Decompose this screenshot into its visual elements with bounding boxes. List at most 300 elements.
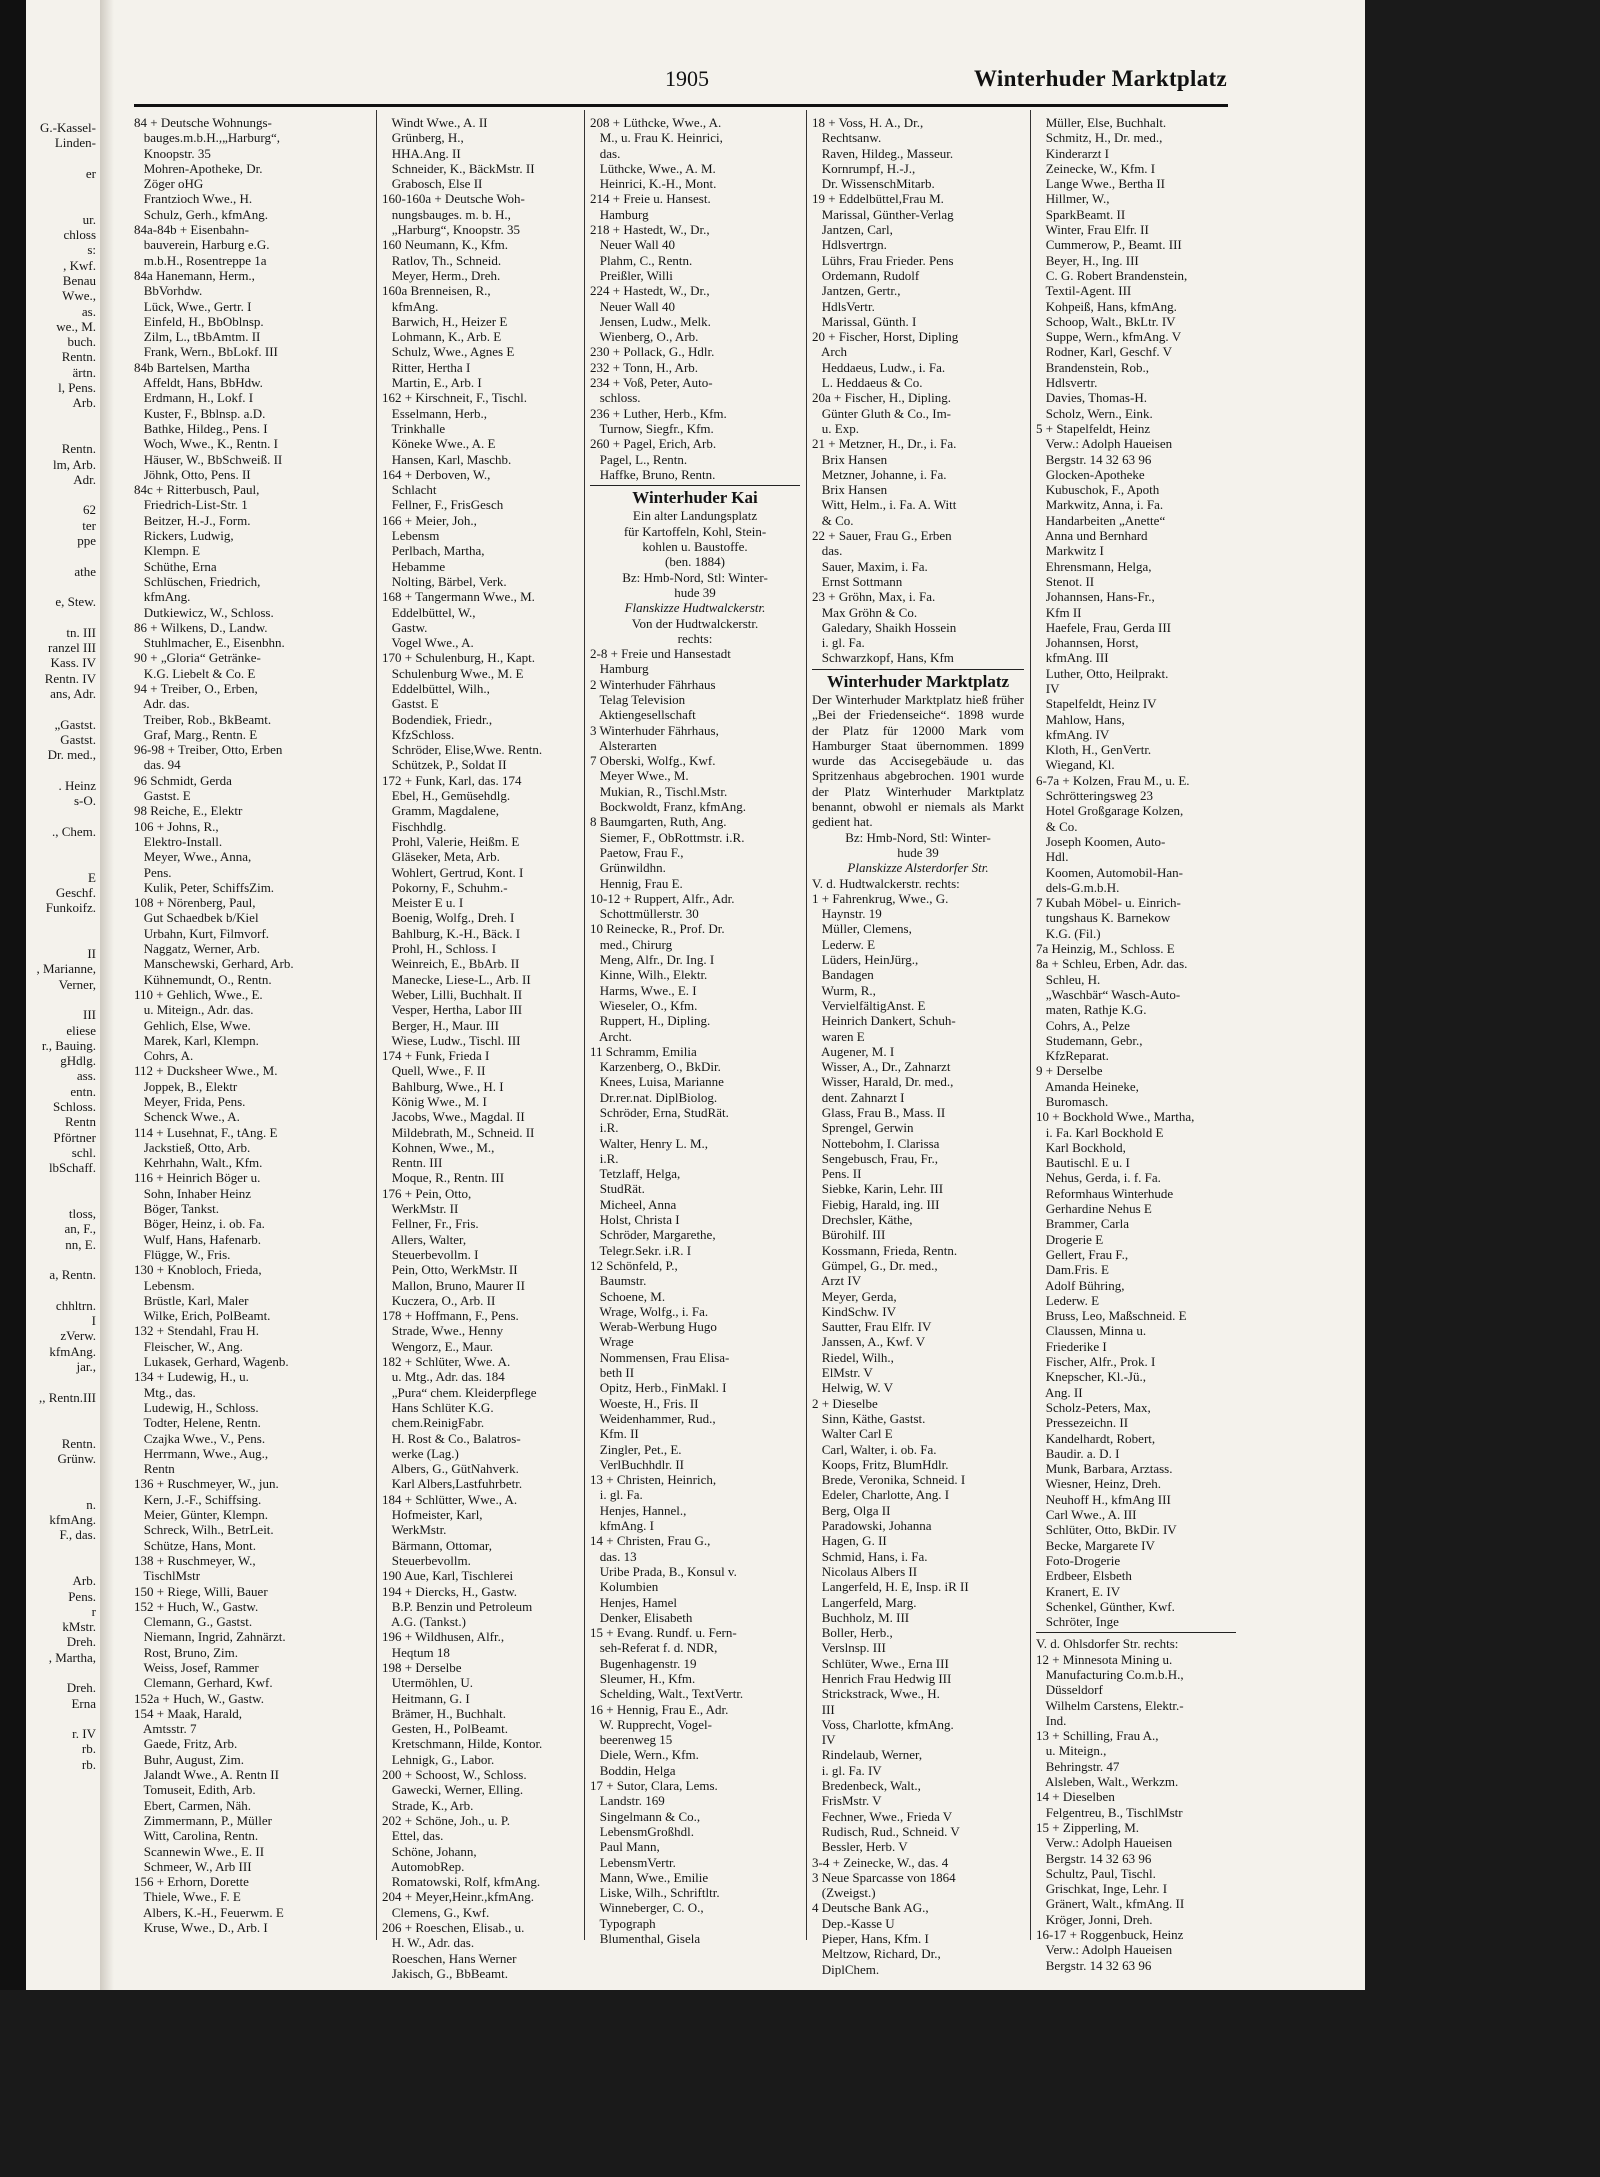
directory-entry: Schoene, M.: [590, 1288, 666, 1304]
directory-entry: Hillmer, W.,: [1036, 191, 1110, 207]
directory-entry: 10-12 + Ruppert, Alfr., Adr.: [590, 890, 735, 906]
directory-entry: i. gl. Fa. IV: [812, 1762, 882, 1778]
directory-entry: waren E: [812, 1028, 865, 1044]
directory-entry: Handarbeiten „Anette“: [1036, 512, 1166, 528]
directory-entry: WerkMstr. II: [382, 1201, 459, 1217]
fragment-line: , Marianne,: [36, 961, 96, 977]
section-rule: [1036, 1632, 1236, 1633]
directory-entry: Prohl, H., Schloss. I: [382, 941, 497, 957]
fragment-line: ur.: [82, 211, 96, 227]
directory-entry: Hofmeister, Karl,: [382, 1507, 483, 1523]
directory-entry: Felgentreu, B., TischlMstr: [1036, 1804, 1183, 1820]
fragment-line: G.-Kassel-: [40, 120, 96, 135]
directory-entry: Pieper, Hans, Kfm. I: [812, 1931, 929, 1947]
fragment-line: [0, 181, 96, 196]
fragment-line: III: [83, 1007, 96, 1023]
directory-entry: Telegr.Sekr. i.R. I: [590, 1242, 692, 1258]
directory-entry: Affeldt, Hans, BbHdw.: [134, 375, 263, 391]
fragment-line: ranzel III: [48, 640, 96, 656]
directory-entry: Ruppert, H., Dipling.: [590, 1013, 711, 1029]
directory-entry: Hagen, G. II: [812, 1533, 887, 1549]
directory-entry: Rudisch, Rud., Schneid. V: [812, 1823, 960, 1839]
directory-entry: Schrötteringsweg 23: [1036, 788, 1153, 804]
directory-entry: Bergstr. 14 32 63 96: [1036, 1957, 1152, 1973]
directory-entry: Pein, Otto, WerkMstr. II: [382, 1262, 518, 1278]
directory-entry: Marissal, Günther-Verlag: [812, 206, 954, 222]
directory-entry: Romatowski, Rolf, kfmAng.: [382, 1874, 541, 1890]
directory-entry: & Co.: [812, 512, 854, 528]
fragment-line: [0, 931, 96, 946]
fragment-line: ter: [82, 517, 96, 533]
directory-entry: bauges.m.b.H.,„Harburg“,: [134, 130, 280, 146]
directory-entry: Mukian, R., Tischl.Mstr.: [590, 783, 728, 799]
directory-entry: Baudir. a. D. I: [1036, 1445, 1120, 1461]
fragment-line: er: [85, 165, 96, 181]
directory-entry: Markwitz I: [1036, 543, 1104, 559]
directory-entry: ElMstr. V: [812, 1365, 873, 1381]
directory-entry: 86 + Wilkens, D., Landw.: [134, 619, 268, 635]
column-divider: [376, 110, 377, 1940]
directory-entry: 138 + Ruschmeyer, W.,: [134, 1552, 256, 1568]
directory-entry: Weber, Lilli, Buchhalt. II: [382, 986, 523, 1002]
directory-entry: Schütze, Hans, Mont.: [134, 1537, 257, 1553]
directory-entry: Archt.: [590, 1028, 632, 1044]
directory-entry: Jakisch, G., BbBeamt.: [382, 1965, 509, 1981]
directory-entry: Ehrensmann, Helga,: [1036, 558, 1152, 574]
directory-entry: Schwarzkopf, Hans, Kfm: [812, 650, 954, 666]
directory-entry: Nolting, Bärbel, Verk.: [382, 573, 507, 589]
directory-entry: Markwitz, Anna, i. Fa.: [1036, 497, 1164, 513]
fragment-line: kfmAng.: [49, 1512, 96, 1528]
directory-entry: Siebke, Karin, Lehr. III: [812, 1181, 944, 1197]
directory-entry: 84b Bartelsen, Martha: [134, 359, 250, 375]
directory-entry: Weidenhammer, Rud.,: [590, 1410, 716, 1426]
fragment-line: Benau: [62, 272, 96, 288]
directory-entry: Woch, Wwe., K., Rentn. I: [134, 436, 278, 452]
directory-entry: Häuser, W., BbSchweiß. II: [134, 451, 283, 467]
directory-entry: Pens. II: [812, 1166, 862, 1182]
directory-entry: Edeler, Charlotte, Ang. I: [812, 1487, 950, 1503]
directory-entry: 12 + Minnesota Mining u.: [1036, 1651, 1173, 1667]
directory-entry: Winter, Frau Elfr. II: [1036, 222, 1149, 238]
directory-entry: IV: [1036, 680, 1060, 696]
directory-entry: Wilhelm Carstens, Elektr.-: [1036, 1697, 1184, 1713]
directory-entry: Gränert, Walt., kfmAng. II: [1036, 1896, 1185, 1912]
directory-entry: Hdlsvertrgn.: [812, 237, 887, 253]
directory-entry: 3 Neue Sparcasse von 1864: [812, 1869, 956, 1885]
directory-entry: Munk, Barbara, Arztass.: [1036, 1461, 1173, 1477]
directory-entry: Frank, Wern., BbLokf. III: [134, 344, 278, 360]
directory-entry: Henjes, Hamel: [590, 1594, 678, 1610]
directory-entry: Albers, G., GütNahverk.: [382, 1461, 519, 1477]
directory-entry: i.R.: [590, 1150, 619, 1166]
directory-entry: 176 + Pein, Otto,: [382, 1185, 472, 1201]
directory-entry: Telag Television: [590, 691, 686, 707]
directory-entry: Strade, K., Arb.: [382, 1797, 474, 1813]
directory-entry: Joseph Koomen, Auto-: [1036, 833, 1166, 849]
fragment-line: r. IV: [72, 1726, 96, 1742]
directory-entry: 160 Neumann, K., Kfm.: [382, 237, 509, 253]
directory-entry: Tetzlaff, Helga,: [590, 1166, 681, 1182]
directory-entry: 2 + Dieselbe: [812, 1395, 878, 1411]
directory-entry: Karl Bockhold,: [1036, 1139, 1126, 1155]
fragment-line: Erna: [71, 1695, 96, 1711]
directory-entry: Berger, H., Maur. III: [382, 1017, 499, 1033]
fragment-line: tloss,: [68, 1206, 96, 1222]
directory-entry: Eddelbüttel, Wilh.,: [382, 680, 490, 696]
directory-entry: Lührs, Frau Frieder. Pens: [812, 252, 954, 268]
directory-entry: TischlMstr: [134, 1568, 201, 1584]
directory-entry: Mahlow, Hans,: [1036, 711, 1125, 727]
directory-entry: 174 + Funk, Frieda I: [382, 1048, 490, 1064]
directory-entry: Lange Wwe., Bertha II: [1036, 176, 1165, 192]
fragment-line: [0, 1405, 96, 1420]
fragment-line: Wwe.,: [62, 288, 96, 304]
directory-entry: Müller, Else, Buchhalt.: [1036, 115, 1167, 130]
directory-entry: Lüthcke, Wwe., A. M.: [590, 160, 716, 176]
fragment-line: Funkoifz.: [45, 900, 96, 916]
fragment-line: Arb.: [72, 1573, 96, 1589]
directory-entry: Heqtum 18: [382, 1644, 450, 1660]
directory-entry: Kern, J.-F., Schiffsing.: [134, 1491, 262, 1507]
directory-entry: Sleumer, H., Kfm.: [590, 1670, 696, 1686]
directory-entry: Heinrici, K.-H., Mont.: [590, 176, 717, 192]
fragment-line: as.: [81, 303, 96, 319]
directory-entry: Mohren-Apotheke, Dr.: [134, 160, 263, 176]
directory-entry: 114 + Lusehnat, F., tAng. E: [134, 1124, 278, 1140]
directory-entry: 112 + Ducksheer Wwe., M.: [134, 1063, 278, 1079]
fragment-line: buch.: [67, 334, 96, 350]
directory-entry: Strade, Wwe., Henny: [382, 1323, 504, 1339]
directory-entry: Nommensen, Frau Elisa-: [590, 1349, 730, 1365]
directory-entry: Aktiengesellschaft: [590, 707, 696, 723]
directory-entry: Kuster, F., Bblnsp. a.D.: [134, 405, 266, 421]
directory-entry: Fischer, Alfr., Prok. I: [1036, 1354, 1156, 1370]
directory-entry: Schulz, Wwe., Agnes E: [382, 344, 515, 360]
directory-entry: 1 + Fahrenkrug, Wwe., G.: [812, 890, 949, 906]
directory-entry: Metzner, Johanne, i. Fa.: [812, 466, 947, 482]
directory-entry: Kohpeiß, Hans, kfmAng.: [1036, 298, 1177, 314]
directory-entry: 230 + Pollack, G., Hdlr.: [590, 344, 715, 360]
directory-entry: Witt, Helm., i. Fa. A. Witt: [812, 497, 957, 513]
directory-entry: Ernst Sottmann: [812, 573, 903, 589]
directory-entry: „Harburg“, Knoopstr. 35: [382, 222, 521, 238]
directory-entry: Meyer, Gerda,: [812, 1288, 897, 1304]
directory-entry: Boddin, Helga: [590, 1762, 676, 1778]
directory-entry: Bautischl. E u. I: [1036, 1155, 1130, 1171]
street-note: Ein alter Landungsplatz: [632, 508, 758, 524]
directory-entry: Allers, Walter,: [382, 1231, 467, 1247]
fragment-line: Rentn. IV: [44, 670, 96, 686]
directory-entry: Cummerow, P., Beamt. III: [1036, 237, 1182, 253]
directory-entry: Bessler, Herb. V: [812, 1839, 908, 1855]
directory-entry: Kühnemundt, O., Rentn.: [134, 971, 272, 987]
directory-entry: 7 Kubah Möbel- u. Einrich-: [1036, 895, 1181, 911]
fragment-line: Rentn.: [61, 1435, 96, 1451]
directory-entry: Frantzioch Wwe., H.: [134, 191, 253, 207]
fragment-line: I: [91, 1313, 96, 1329]
directory-entry: 260 + Pagel, Erich, Arb.: [590, 436, 717, 452]
fragment-line: nn, E.: [65, 1236, 96, 1252]
fragment-line: Geschf.: [55, 884, 96, 900]
directory-entry: 23 + Gröhn, Max, i. Fa.: [812, 589, 936, 605]
section-rule: [812, 669, 1024, 670]
directory-entry: Lehnigk, G., Labor.: [382, 1751, 495, 1767]
directory-entry: 116 + Heinrich Böger u.: [134, 1170, 261, 1186]
header-rule: [134, 104, 1228, 107]
directory-entry: 214 + Freie u. Hansest.: [590, 191, 711, 207]
directory-entry: 232 + Tonn, H., Arb.: [590, 359, 699, 375]
directory-entry: Manschewski, Gerhard, Arb.: [134, 956, 294, 972]
directory-entry: Kandelhardt, Robert,: [1036, 1430, 1156, 1446]
fragment-line: eliese: [66, 1022, 96, 1038]
directory-entry: Meister E u. I: [382, 895, 464, 911]
directory-entry: Studemann, Gebr.,: [1036, 1032, 1143, 1048]
directory-entry: Bruss, Leo, Maßschneid. E: [1036, 1308, 1187, 1324]
directory-entry: Schlüter, Wwe., Erna III: [812, 1655, 949, 1671]
fragment-line: ass.: [76, 1068, 96, 1084]
directory-entry: Hotel Großgarage Kolzen,: [1036, 803, 1184, 819]
directory-entry: 2 Winterhuder Fährhaus: [590, 676, 716, 692]
fragment-line: Rentn.: [61, 349, 96, 365]
directory-entry: 190 Aue, Karl, Tischlerei: [382, 1568, 514, 1584]
directory-entry: Schröder, Elise,Wwe. Rentn.: [382, 742, 543, 758]
directory-entry: HHA.Ang. II: [382, 145, 461, 161]
directory-entry: König Wwe., M. I: [382, 1094, 487, 1109]
fragment-line: [0, 992, 96, 1007]
directory-entry: Hebamme: [382, 558, 446, 574]
directory-entry: 150 + Riege, Willi, Bauer: [134, 1583, 268, 1599]
directory-entry: 234 + Voß, Peter, Auto-: [590, 375, 713, 391]
directory-entry: Pressezeichn. II: [1036, 1415, 1129, 1431]
fragment-line: „Gastst.: [54, 716, 96, 732]
directory-entry: Plahm, C., Rentn.: [590, 252, 693, 268]
directory-entry: Flügge, W., Fris.: [134, 1246, 231, 1262]
fragment-line: , Kwf.: [63, 257, 96, 273]
fragment-line: we., M.: [56, 318, 96, 334]
fragment-line: [0, 1466, 96, 1481]
directory-entry: Baumstr.: [590, 1273, 647, 1289]
directory-entry: Schneider, K., BäckMstr. II: [382, 160, 535, 176]
directory-entry: Fellner, F., FrisGesch: [382, 497, 504, 513]
directory-entry: Verw.: Adolph Haueisen: [1036, 1835, 1173, 1851]
directory-entry: Zeinecke, W., Kfm. I: [1036, 160, 1156, 176]
directory-entry: KfzReparat.: [1036, 1048, 1109, 1064]
directory-entry: Paetow, Frau F.,: [590, 844, 684, 860]
directory-entry: 204 + Meyer,Heinr.,kfmAng.: [382, 1889, 534, 1905]
directory-entry: Galedary, Shaikh Hossein: [812, 619, 957, 635]
directory-entry: Berg, Olga II: [812, 1502, 891, 1518]
directory-entry: Marek, Karl, Klempn.: [134, 1032, 259, 1048]
directory-entry: Brüstle, Karl, Maler: [134, 1292, 249, 1308]
directory-entry: 10 Reinecke, R., Prof. Dr.: [590, 921, 725, 937]
directory-entry: Drogerie E: [1036, 1231, 1104, 1247]
directory-entry: Becke, Margarete IV: [1036, 1537, 1155, 1553]
directory-entry: DiplChem.: [812, 1961, 880, 1977]
fragment-line: [0, 1283, 96, 1298]
directory-entry: Haffke, Bruno, Rentn.: [590, 466, 716, 482]
directory-entry: Kruse, Wwe., D., Arb. I: [134, 1920, 268, 1936]
directory-entry: Kubuschok, F., Apoth: [1036, 482, 1160, 498]
directory-entry: Fechner, Wwe., Frieda V: [812, 1808, 953, 1824]
directory-entry: Bergstr. 14 32 63 96: [1036, 451, 1152, 467]
fragment-line: Pförtner: [53, 1129, 96, 1145]
fragment-line: [0, 915, 96, 930]
directory-entry: Wieseler, O., Kfm.: [590, 997, 698, 1013]
directory-entry: 84 + Deutsche Wohnungs-: [134, 115, 272, 130]
directory-entry: Fischhdlg.: [382, 818, 447, 834]
directory-entry: 136 + Ruschmeyer, W., jun.: [134, 1476, 279, 1492]
directory-entry: Perlbach, Martha,: [382, 543, 485, 559]
directory-entry: Ebel, H., Gemüsehdlg.: [382, 788, 511, 804]
directory-entry: Wengorz, E., Maur.: [382, 1338, 493, 1354]
directory-entry: Helwig, W. V: [812, 1380, 894, 1396]
street-note: Bz: Hmb-Nord, Stl: Winter-: [845, 829, 991, 845]
street-note: Von der Hudtwalckerstr.: [631, 615, 759, 631]
directory-entry: 198 + Derselbe: [382, 1659, 462, 1675]
directory-entry: 15 + Zipperling, M.: [1036, 1819, 1140, 1835]
directory-entry: Gramm, Magdalene,: [382, 803, 499, 819]
directory-entry: L. Heddaeus & Co.: [812, 375, 923, 391]
directory-entry: Diele, Wern., Kfm.: [590, 1747, 699, 1763]
directory-entry: Graf, Marg., Rentn. E: [134, 726, 258, 742]
directory-entry: Lebensm.: [134, 1277, 195, 1293]
directory-entry: Friedrich-List-Str. 1: [134, 497, 248, 513]
directory-entry: Boller, Herb.,: [812, 1625, 893, 1641]
directory-entry: Carl Wwe., A. III: [1036, 1507, 1137, 1523]
directory-entry: Paul Mann,: [590, 1839, 660, 1855]
directory-entry: 15 + Evang. Rundf. u. Fern-: [590, 1625, 737, 1641]
directory-entry: 206 + Roeschen, Elisab., u.: [382, 1920, 525, 1936]
fragment-line: Gastst.: [60, 731, 96, 747]
directory-entry: Schenck Wwe., A.: [134, 1109, 240, 1125]
directory-entry: 90 + „Gloria“ Getränke-: [134, 650, 261, 666]
directory-entry: Wilke, Erich, PolBeamt.: [134, 1308, 271, 1324]
directory-entry: C. G. Robert Brandenstein,: [1036, 267, 1188, 283]
street-note: für Kartoffeln, Kohl, Stein-: [623, 523, 767, 539]
directory-entry: 134 + Ludewig, H., u.: [134, 1369, 249, 1385]
directory-entry: Lederw. E: [1036, 1292, 1100, 1308]
directory-entry: 16 + Hennig, Frau E., Adr.: [590, 1701, 729, 1717]
fragment-line: [0, 1543, 96, 1558]
directory-entry: Sohn, Inhaber Heinz: [134, 1185, 251, 1201]
directory-entry: das. 94: [134, 757, 181, 773]
directory-entry: Gawecki, Werner, Elling.: [382, 1782, 524, 1798]
directory-entry: Luther, Otto, Heilprakt.: [1036, 665, 1169, 681]
directory-entry: 152 + Huch, W., Gastw.: [134, 1598, 259, 1614]
directory-entry: kfmAng. I: [590, 1518, 654, 1534]
directory-entry: Wisser, Harald, Dr. med.,: [812, 1074, 954, 1090]
fragment-line: [0, 762, 96, 777]
street-note: kohlen u. Baustoffe.: [642, 539, 748, 555]
fragment-line: [0, 1420, 96, 1435]
directory-entry: Joppek, B., Elektr: [134, 1078, 238, 1094]
directory-entry: Clemann, Gerhard, Kwf.: [134, 1675, 273, 1691]
directory-entry: i. Fa. Karl Bockhold E: [1036, 1124, 1164, 1140]
directory-entry: Düsseldorf: [1036, 1682, 1103, 1698]
directory-entry: Vogel Wwe., A.: [382, 635, 474, 651]
directory-entry: 132 + Stendahl, Frau H.: [134, 1323, 260, 1339]
directory-entry: Mann, Wwe., Emilie: [590, 1869, 709, 1885]
fragment-line: kfmAng.: [49, 1343, 96, 1359]
directory-entry: Brandenstein, Rob.,: [1036, 359, 1150, 375]
directory-entry: Wohlert, Gertrud, Kont. I: [382, 864, 524, 880]
directory-entry: 106 + Johns, R.,: [134, 818, 219, 834]
directory-entry: Johannsen, Horst,: [1036, 635, 1139, 651]
map-reference: Planskizze Alsterdorfer Str.: [847, 860, 989, 876]
directory-entry: 5 + Stapelfeldt, Heinz: [1036, 420, 1151, 436]
directory-entry: Kröger, Jonni, Dreh.: [1036, 1911, 1153, 1927]
directory-entry: Hdl.: [1036, 849, 1069, 865]
fragment-line: Adr.: [73, 471, 96, 487]
directory-entry: 196 + Wildhusen, Alfr.,: [382, 1629, 505, 1645]
directory-entry: Schützek, P., Soldat II: [382, 757, 507, 773]
directory-entry: Mtg., das.: [134, 1384, 196, 1400]
directory-entry: Haynstr. 19: [812, 906, 882, 922]
directory-entry: 84c + Ritterbusch, Paul,: [134, 482, 260, 498]
directory-entry: 20 + Fischer, Horst, Dipling: [812, 329, 959, 345]
directory-entry: Jöhnk, Otto, Pens. II: [134, 466, 251, 482]
fragment-line: a, Rentn.: [49, 1267, 96, 1283]
directory-entry: 168 + Tangermann Wwe., M.: [382, 589, 535, 605]
directory-entry: Witt, Carolina, Rentn.: [134, 1828, 259, 1844]
directory-entry: Kfm. II: [590, 1426, 639, 1442]
directory-entry: Walter Carl E: [812, 1426, 893, 1442]
directory-entry: Wisser, A., Dr., Zahnarzt: [812, 1059, 951, 1075]
directory-entry: Klempn. E: [134, 543, 201, 559]
directory-entry: Foto-Drogerie: [1036, 1552, 1121, 1568]
directory-entry: Amtsstr. 7: [134, 1721, 197, 1737]
facing-page-fragment: [0, 120, 96, 1772]
directory-entry: Boenig, Wolfg., Dreh. I: [382, 910, 515, 926]
directory-entry: Schmid, Hans, i. Fa.: [812, 1548, 928, 1564]
directory-entry: 20a + Fischer, H., Dipling.: [812, 390, 951, 406]
directory-entry: Heinrich Dankert, Schuh-: [812, 1013, 956, 1029]
fragment-line: s-O.: [73, 793, 96, 809]
directory-entry: Voss, Charlotte, kfmAng.: [812, 1716, 954, 1732]
directory-entry: Köneke Wwe., A. E: [382, 436, 496, 452]
fragment-line: [0, 1175, 96, 1190]
fragment-line: jar.,: [76, 1359, 96, 1375]
directory-entry: u. Miteign.,: [1036, 1743, 1107, 1759]
directory-entry: Schröder, Erna, StudRät.: [590, 1105, 729, 1120]
fragment-line: [0, 854, 96, 869]
directory-entry: Erdmann, H., Lokf. I: [134, 390, 254, 406]
directory-entry: Arch: [812, 344, 848, 360]
directory-entry: Zingler, Pet., E.: [590, 1441, 682, 1457]
directory-entry: chem.ReinigFabr.: [382, 1415, 485, 1431]
directory-entry: SparkBeamt. II: [1036, 206, 1126, 222]
fragment-line: [0, 1252, 96, 1267]
directory-entry: Harms, Wwe., E. I: [590, 982, 697, 998]
directory-entry: Arzt IV: [812, 1273, 862, 1289]
directory-entry: Max Gröhn & Co.: [812, 604, 918, 620]
directory-entry: 9 + Derselbe: [1036, 1063, 1103, 1079]
directory-entry: Siemer, F., ObRottmstr. i.R.: [590, 829, 745, 845]
directory-entry: 19 + Eddelbüttel,Frau M.: [812, 191, 944, 207]
directory-entry: Kretschmann, Hilde, Kontor.: [382, 1736, 543, 1752]
directory-entry: 110 + Gehlich, Wwe., E.: [134, 986, 263, 1002]
directory-entry: 156 + Erhorn, Dorette: [134, 1874, 249, 1890]
directory-entry: Koomen, Automobil-Han-: [1036, 864, 1183, 880]
directory-entry: Gaede, Fritz, Arb.: [134, 1736, 238, 1752]
directory-entry: V. d. Hudtwalckerstr. rechts:: [812, 875, 960, 891]
directory-entry: 96 Schmidt, Gerda: [134, 772, 232, 788]
fragment-line: E: [88, 869, 96, 885]
directory-entry: Schröder, Margarethe,: [590, 1227, 716, 1243]
directory-entry: Nicolaus Albers II: [812, 1563, 918, 1579]
directory-entry: Ettel, das.: [382, 1828, 444, 1844]
